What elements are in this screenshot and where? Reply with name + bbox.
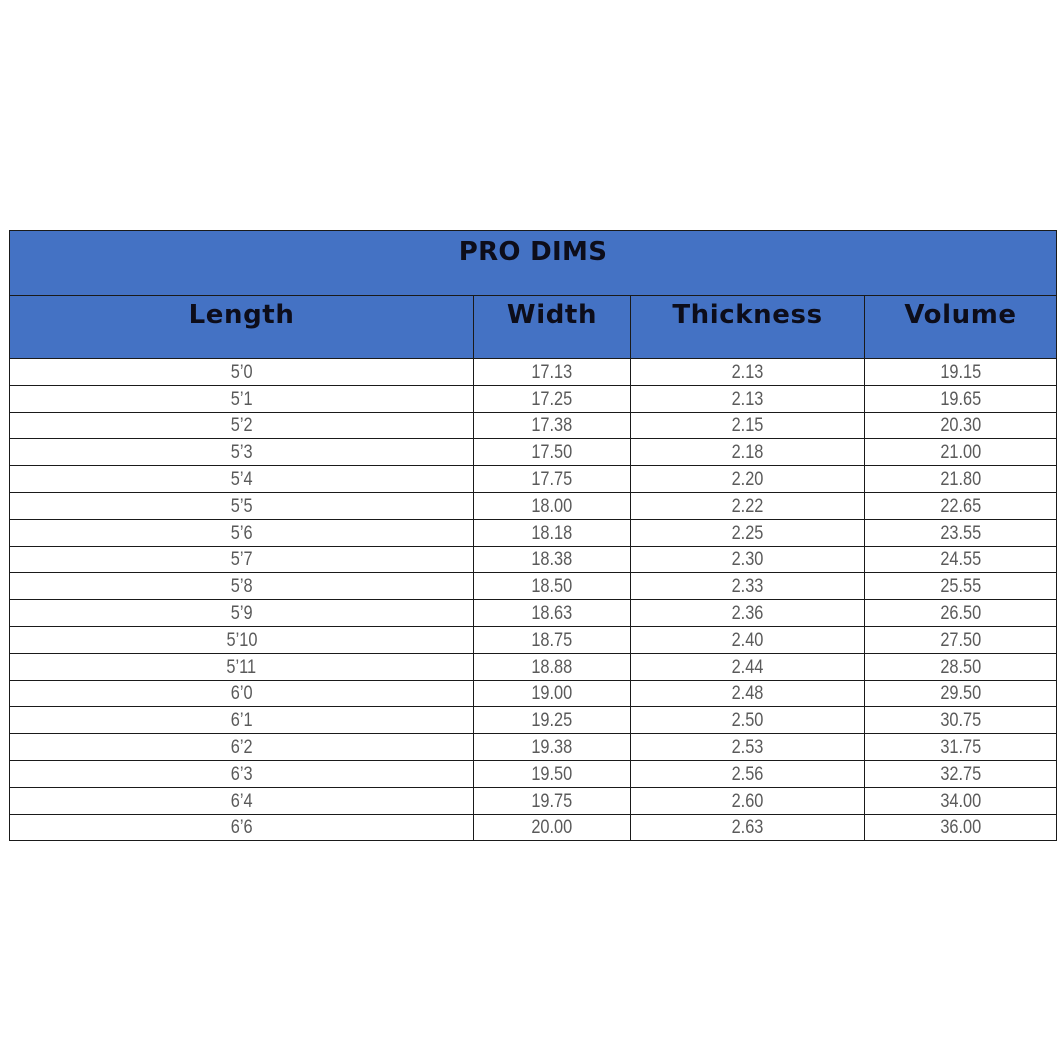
cell-value: 2.63 [731, 817, 764, 839]
cell-value: 5’6 [230, 522, 253, 544]
width-cell [474, 385, 631, 412]
thickness-cell [631, 626, 865, 653]
length-cell [10, 466, 474, 493]
cell-value: 6’4 [230, 790, 253, 812]
volume-cell [865, 787, 1057, 814]
cell-value: 23.55 [940, 522, 981, 544]
cell-value: 19.75 [531, 790, 573, 812]
width-cell [474, 466, 631, 493]
cell-value: 2.44 [731, 656, 764, 678]
cell-value: 36.00 [940, 817, 981, 839]
cell-value: 2.22 [731, 495, 764, 517]
thickness-cell [631, 760, 865, 787]
length-cell [10, 734, 474, 761]
cell-value: 5’9 [230, 602, 253, 624]
cell-value: 2.18 [731, 442, 764, 464]
cell-value: 22.65 [940, 495, 981, 517]
width-cell [474, 439, 631, 466]
cell-value: 6’0 [230, 683, 253, 705]
pro-dims-table [9, 230, 1057, 841]
thickness-cell [631, 439, 865, 466]
width-cell [474, 760, 631, 787]
cell-value: 31.75 [940, 736, 981, 758]
cell-value: 5’3 [230, 442, 253, 464]
width-cell [474, 519, 631, 546]
cell-value: 2.36 [731, 602, 764, 624]
cell-value: 5’4 [230, 468, 253, 490]
volume-cell [865, 600, 1057, 627]
volume-cell [865, 412, 1057, 439]
table-row [10, 734, 1057, 761]
cell-value: 26.50 [940, 602, 981, 624]
volume-cell [865, 546, 1057, 573]
thickness-cell [631, 707, 865, 734]
length-cell [10, 787, 474, 814]
thickness-cell [631, 519, 865, 546]
table-row [10, 439, 1057, 466]
cell-value: 19.25 [531, 710, 573, 732]
cell-value: 6’1 [230, 710, 253, 732]
width-cell [474, 412, 631, 439]
cell-value: 18.18 [531, 522, 573, 544]
table-row [10, 492, 1057, 519]
cell-value: 6’3 [230, 763, 253, 785]
cell-value: 2.13 [731, 388, 764, 410]
length-cell [10, 439, 474, 466]
cell-value: 28.50 [940, 656, 981, 678]
cell-value: 19.00 [531, 683, 573, 705]
thickness-cell [631, 546, 865, 573]
cell-value: 17.25 [531, 388, 573, 410]
volume-cell [865, 439, 1057, 466]
cell-value: 18.75 [531, 629, 573, 651]
cell-value: 6’6 [230, 817, 253, 839]
cell-value: 2.56 [731, 763, 764, 785]
cell-value: 20.30 [940, 415, 981, 437]
cell-value: 2.40 [731, 629, 764, 651]
width-cell [474, 573, 631, 600]
cell-value: 18.38 [531, 549, 573, 571]
thickness-cell [631, 573, 865, 600]
table-row [10, 814, 1057, 841]
width-cell [474, 814, 631, 841]
length-cell [10, 626, 474, 653]
cell-value: 17.13 [531, 361, 573, 383]
width-cell [474, 359, 631, 386]
cell-value: 21.00 [940, 442, 981, 464]
table-row [10, 573, 1057, 600]
table-row [10, 653, 1057, 680]
cell-value: 5’0 [230, 361, 253, 383]
cell-value: 17.75 [531, 468, 573, 490]
cell-value: 5’10 [226, 629, 257, 651]
cell-value: 2.25 [731, 522, 764, 544]
thickness-cell [631, 787, 865, 814]
length-cell [10, 492, 474, 519]
width-cell [474, 680, 631, 707]
cell-value: 19.50 [531, 763, 573, 785]
cell-value: 2.50 [731, 710, 764, 732]
volume-cell [865, 519, 1057, 546]
cell-value: 5’11 [226, 656, 257, 678]
cell-value: 5’5 [230, 495, 253, 517]
volume-cell [865, 814, 1057, 841]
cell-value: 19.65 [940, 388, 981, 410]
volume-cell [865, 734, 1057, 761]
length-cell [10, 359, 474, 386]
table-row [10, 707, 1057, 734]
width-cell [474, 787, 631, 814]
column-header-width: Width [474, 296, 631, 359]
cell-value: 2.60 [731, 790, 764, 812]
cell-value: 30.75 [940, 710, 981, 732]
table-row [10, 787, 1057, 814]
cell-value: 18.63 [531, 602, 573, 624]
table-title: PRO DIMS [10, 231, 1057, 296]
length-cell [10, 760, 474, 787]
table-row [10, 385, 1057, 412]
cell-value: 27.50 [940, 629, 981, 651]
cell-value: 2.53 [731, 736, 764, 758]
width-cell [474, 734, 631, 761]
volume-cell [865, 760, 1057, 787]
volume-cell [865, 492, 1057, 519]
cell-value: 17.50 [531, 442, 573, 464]
length-cell [10, 385, 474, 412]
table-row [10, 626, 1057, 653]
cell-value: 2.48 [731, 683, 764, 705]
table-row [10, 760, 1057, 787]
width-cell [474, 492, 631, 519]
thickness-cell [631, 385, 865, 412]
length-cell [10, 653, 474, 680]
table-row [10, 359, 1057, 386]
cell-value: 2.20 [731, 468, 764, 490]
header-row [10, 296, 1057, 359]
cell-value: 32.75 [940, 763, 981, 785]
table-row [10, 412, 1057, 439]
width-cell [474, 707, 631, 734]
cell-value: 17.38 [531, 415, 573, 437]
table-body [10, 359, 1057, 841]
volume-cell [865, 385, 1057, 412]
thickness-cell [631, 814, 865, 841]
cell-value: 18.00 [531, 495, 573, 517]
cell-value: 6’2 [230, 736, 253, 758]
cell-value: 2.15 [731, 415, 764, 437]
length-cell [10, 412, 474, 439]
thickness-cell [631, 653, 865, 680]
cell-value: 18.50 [531, 576, 573, 598]
cell-value: 34.00 [940, 790, 981, 812]
cell-value: 5’1 [230, 388, 253, 410]
thickness-cell [631, 734, 865, 761]
cell-value: 5’2 [230, 415, 253, 437]
volume-cell [865, 707, 1057, 734]
volume-cell [865, 573, 1057, 600]
cell-value: 21.80 [940, 468, 981, 490]
volume-cell [865, 680, 1057, 707]
thickness-cell [631, 680, 865, 707]
column-header-thickness: Thickness [631, 296, 865, 359]
volume-cell [865, 626, 1057, 653]
width-cell [474, 600, 631, 627]
table-row [10, 466, 1057, 493]
length-cell [10, 546, 474, 573]
length-cell [10, 680, 474, 707]
table-row [10, 519, 1057, 546]
width-cell [474, 653, 631, 680]
cell-value: 19.38 [531, 736, 573, 758]
length-cell [10, 600, 474, 627]
length-cell [10, 519, 474, 546]
volume-cell [865, 653, 1057, 680]
cell-value: 5’8 [230, 576, 253, 598]
cell-value: 18.88 [531, 656, 573, 678]
volume-cell [865, 466, 1057, 493]
thickness-cell [631, 466, 865, 493]
volume-cell [865, 359, 1057, 386]
width-cell [474, 626, 631, 653]
title-row [10, 231, 1057, 296]
cell-value: 2.13 [731, 361, 764, 383]
length-cell [10, 814, 474, 841]
thickness-cell [631, 600, 865, 627]
length-cell [10, 573, 474, 600]
cell-value: 29.50 [940, 683, 981, 705]
table-row [10, 600, 1057, 627]
thickness-cell [631, 412, 865, 439]
column-header-volume: Volume [865, 296, 1057, 359]
cell-value: 19.15 [940, 361, 981, 383]
thickness-cell [631, 359, 865, 386]
width-cell [474, 546, 631, 573]
length-cell [10, 707, 474, 734]
cell-value: 24.55 [940, 549, 981, 571]
table-row [10, 680, 1057, 707]
thickness-cell [631, 492, 865, 519]
cell-value: 2.33 [731, 576, 764, 598]
cell-value: 2.30 [731, 549, 764, 571]
column-header-length: Length [10, 296, 474, 359]
cell-value: 5’7 [230, 549, 253, 571]
cell-value: 25.55 [940, 576, 981, 598]
table-row [10, 546, 1057, 573]
cell-value: 20.00 [531, 817, 573, 839]
